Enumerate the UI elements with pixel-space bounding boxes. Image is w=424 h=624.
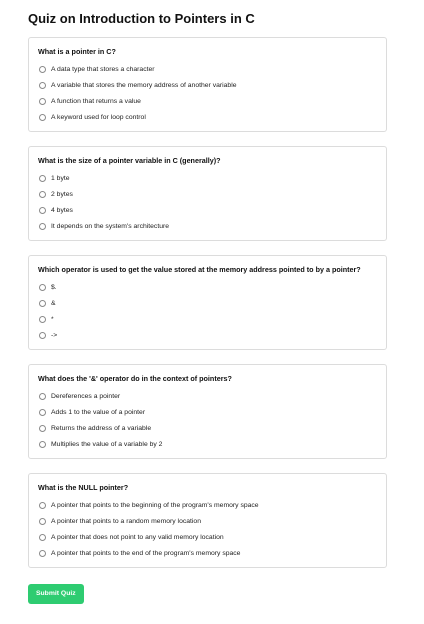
radio-button[interactable]: [39, 66, 46, 73]
answer-option[interactable]: [38, 279, 377, 295]
answer-option-label: It depends on the system's architecture: [51, 222, 170, 230]
radio-button[interactable]: [39, 82, 46, 89]
answer-option[interactable]: [38, 388, 377, 404]
answer-option[interactable]: [38, 327, 377, 343]
answer-option[interactable]: [38, 61, 377, 77]
page-title: Quiz on Introduction to Pointers in C: [28, 11, 255, 26]
radio-button[interactable]: [39, 441, 46, 448]
answer-option-label: A pointer that points to a random memory location: [51, 517, 201, 525]
radio-button[interactable]: [39, 223, 46, 230]
answer-option[interactable]: [38, 109, 377, 125]
answer-option-label: A keyword used for loop control: [51, 113, 146, 121]
answer-option-label: Multiplies the value of a variable by 2: [51, 440, 163, 448]
question-text: What does the '&' operator do in the context of pointers?: [38, 374, 232, 383]
answer-option[interactable]: [38, 545, 377, 561]
question-card: [28, 146, 387, 241]
radio-button[interactable]: [39, 316, 46, 323]
radio-button[interactable]: [39, 393, 46, 400]
answer-option-label: Dereferences a pointer: [51, 392, 121, 400]
radio-button[interactable]: [39, 518, 46, 525]
answer-option[interactable]: [38, 513, 377, 529]
radio-button[interactable]: [39, 98, 46, 105]
answer-option[interactable]: [38, 529, 377, 545]
answer-option[interactable]: [38, 202, 377, 218]
answer-option[interactable]: [38, 497, 377, 513]
answer-option-label: $.: [51, 283, 57, 291]
answer-option[interactable]: [38, 77, 377, 93]
radio-button[interactable]: [39, 502, 46, 509]
answer-option-label: 1 byte: [51, 174, 70, 182]
radio-button[interactable]: [39, 191, 46, 198]
answer-option-label: A data type that stores a character: [51, 65, 155, 73]
answer-option-label: Returns the address of a variable: [51, 424, 152, 432]
answer-option-label: A pointer that points to the end of the program's memory space: [51, 549, 241, 557]
radio-button[interactable]: [39, 207, 46, 214]
question-card: [28, 255, 387, 350]
radio-button[interactable]: [39, 332, 46, 339]
radio-button[interactable]: [39, 114, 46, 121]
answer-option[interactable]: [38, 295, 377, 311]
radio-button[interactable]: [39, 425, 46, 432]
answer-option-label: 4 bytes: [51, 206, 73, 214]
answer-option-label: A variable that stores the memory address of another variable: [51, 81, 237, 89]
radio-button[interactable]: [39, 175, 46, 182]
answer-option[interactable]: [38, 93, 377, 109]
answer-option[interactable]: [38, 436, 377, 452]
answer-option-label: 2 bytes: [51, 190, 73, 198]
answer-option-label: Adds 1 to the value of a pointer: [51, 408, 146, 416]
answer-option[interactable]: [38, 186, 377, 202]
answer-option[interactable]: [38, 170, 377, 186]
answer-option[interactable]: [38, 218, 377, 234]
question-list: [28, 37, 396, 568]
question-text: What is the NULL pointer?: [38, 483, 129, 492]
question-card: [28, 364, 387, 459]
submit-quiz-button[interactable]: Submit Quiz: [28, 584, 84, 604]
question-card: [28, 37, 387, 132]
answer-option-label: A pointer that does not point to any valid memory location: [51, 533, 224, 541]
question-text: What is the size of a pointer variable in C (generally)?: [38, 156, 221, 165]
answer-option-label: A pointer that points to the beginning of the program's memory space: [51, 501, 259, 509]
radio-button[interactable]: [39, 534, 46, 541]
answer-option[interactable]: [38, 420, 377, 436]
answer-option-label: A function that returns a value: [51, 97, 141, 105]
radio-button[interactable]: [39, 409, 46, 416]
question-card: [28, 473, 387, 568]
radio-button[interactable]: [39, 300, 46, 307]
radio-button[interactable]: [39, 284, 46, 291]
answer-option-label: ->: [51, 331, 58, 339]
answer-option[interactable]: [38, 311, 377, 327]
question-text: What is a pointer in C?: [38, 47, 116, 56]
question-text: Which operator is used to get the value stored at the memory address pointed to by a pointer?: [38, 265, 361, 274]
answer-option-label: *: [51, 315, 54, 323]
radio-button[interactable]: [39, 550, 46, 557]
answer-option[interactable]: [38, 404, 377, 420]
answer-option-label: &: [51, 299, 56, 307]
